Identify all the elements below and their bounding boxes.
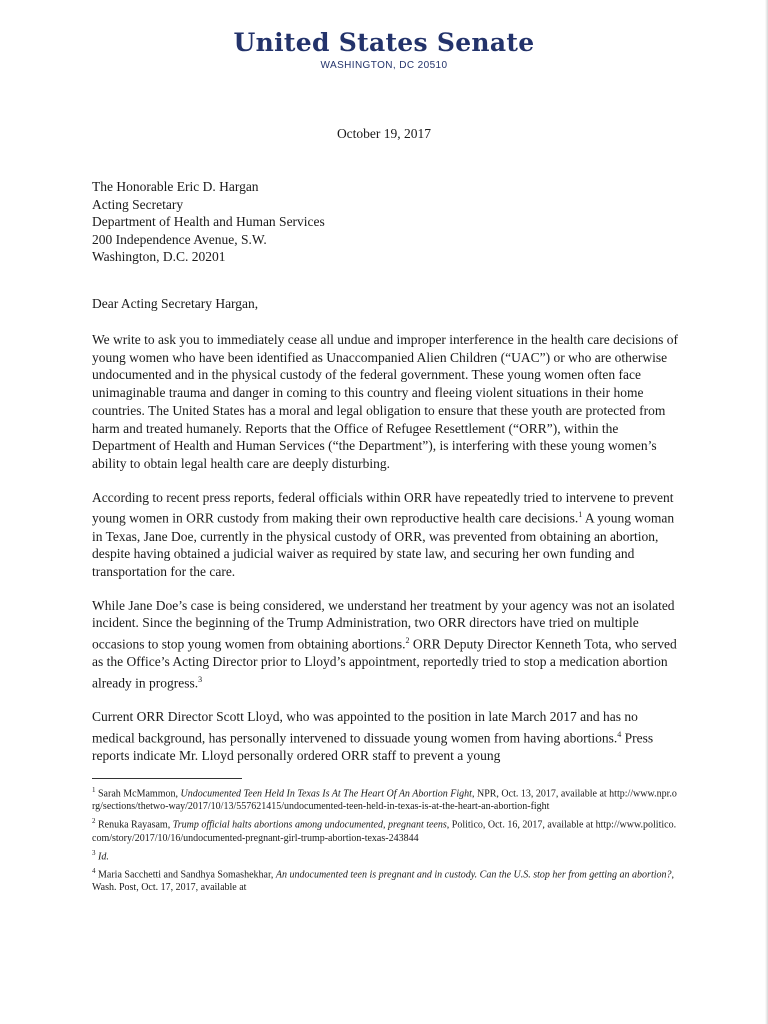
recipient-line: 200 Independence Avenue, S.W. <box>92 231 267 247</box>
recipient-line: Acting Secretary <box>92 196 184 212</box>
body-paragraph <box>92 489 678 581</box>
footnote-citation: , NPR, Oct. 13, 2017, available at http://www.npr.org/sections/thetwo-way/2017/10/13/557621415/undocumented-teen-held-in-texas-is-at-the-heart-an-abortion-fight <box>92 788 677 813</box>
footnote-divider <box>92 778 242 779</box>
body-paragraph <box>92 708 678 765</box>
footnote-title: Undocumented Teen Held In Texas Is At The Heart Of An Abortion Fight <box>180 788 472 800</box>
senate-title: United States Senate <box>233 28 535 57</box>
paragraph-text: A young woman in Texas, Jane Doe, currently in the physical custody of ORR, was prevented from obtaining an abortion, despite having obtained a judicial waiver as required by state law, and securing her own funding and transportation for the care. <box>92 510 675 579</box>
paragraph-text: ORR Deputy Director Kenneth Tota, who served as the Office’s Acting Director prior to Lloyd’s appointment, reportedly tried to stop a medication abortion already in progress. <box>92 636 677 691</box>
paragraph-text: Current ORR Director Scott Lloyd, who was appointed to the position in late March 2017 and has no medical background, has personally intervened to dissuade young women from having abortions. <box>92 709 638 746</box>
footnote-number: 4 <box>92 866 96 875</box>
footnote-2 <box>92 815 678 844</box>
footnote-title: Trump official halts abortions among undocumented, pregnant teens <box>172 819 447 831</box>
body-paragraph <box>92 597 678 693</box>
paragraph-text: Press reports indicate Mr. Lloyd personally ordered ORR staff to prevent a young <box>92 730 654 764</box>
paragraph-text: While Jane Doe’s case is being considered, we understand her treatment by your agency was not an isolated incident. Since the beginning of the Trump Administration, two ORR directors have tried on multiple occasions to stop young women from obtaining abortions. <box>92 597 675 652</box>
letter-date: October 19, 2017 <box>336 126 432 141</box>
recipient-line: Department of Health and Human Services <box>92 214 325 230</box>
footnote-citation: , Wash. Post, Oct. 17, 2017, available at <box>92 869 675 894</box>
recipient-address <box>92 178 325 266</box>
footnote-author: Renuka Rayasam, <box>95 819 173 831</box>
body-paragraph: We write to ask you to immediately cease all undue and improper interference in the health care decisions of young women who have been identified as Unaccompanied Alien Children (“UAC”) or who are otherwise undocumented and in the physical custody of the federal government. These young women often face unimaginable trauma and danger in coming to this country and fleeing violent situations in their home countries. The United States has a moral and legal obligation to ensure that these youth are protected from harm and treated humanely. Reports that the Office of Refugee Resettlement (“ORR”), within the Department of Health and Human Services (“the Department”), is interfering with these young women’s ability to obtain legal health care are deeply disturbing. <box>92 332 678 471</box>
salutation: Dear Acting Secretary Hargan, <box>92 296 259 311</box>
recipient-line: Washington, D.C. 20201 <box>92 249 226 265</box>
footnote-1 <box>92 784 678 813</box>
paragraph-text: According to recent press reports, federal officials within ORR have repeatedly tried to intervene to prevent young women in ORR custody from making their own reproductive health care decisions. <box>92 489 674 526</box>
footnote-3 <box>92 847 678 863</box>
footnote-number: 2 <box>92 817 96 826</box>
recipient-line: The Honorable Eric D. Hargan <box>92 179 259 194</box>
footnote-ref: 1 <box>578 510 583 520</box>
footnote-title: Id. <box>95 850 109 862</box>
footnote-4 <box>92 865 678 894</box>
senate-address: WASHINGTON, DC 20510 <box>320 60 448 71</box>
footnote-number: 1 <box>92 786 96 794</box>
footnote-number: 3 <box>92 848 96 857</box>
footnote-ref: 3 <box>198 674 203 684</box>
footnote-title: An undocumented teen is pregnant and in custody. Can the U.S. stop her from getting an abortion? <box>275 869 672 881</box>
letterhead <box>0 28 768 71</box>
footnote-ref: 2 <box>405 636 410 646</box>
footnote-citation: , Politico, Oct. 16, 2017, available at http://www.politico.com/story/2017/10/16/undocumented-pregnant-girl-trump-abortion-texas-243844 <box>92 819 677 844</box>
letter-body <box>92 331 678 781</box>
footnote-ref: 4 <box>617 729 622 739</box>
footnote-author: Maria Sacchetti and Sandhya Somashekhar, <box>95 869 276 881</box>
footnotes <box>92 784 678 896</box>
footnote-author: Sarah McMammon, <box>95 788 181 800</box>
